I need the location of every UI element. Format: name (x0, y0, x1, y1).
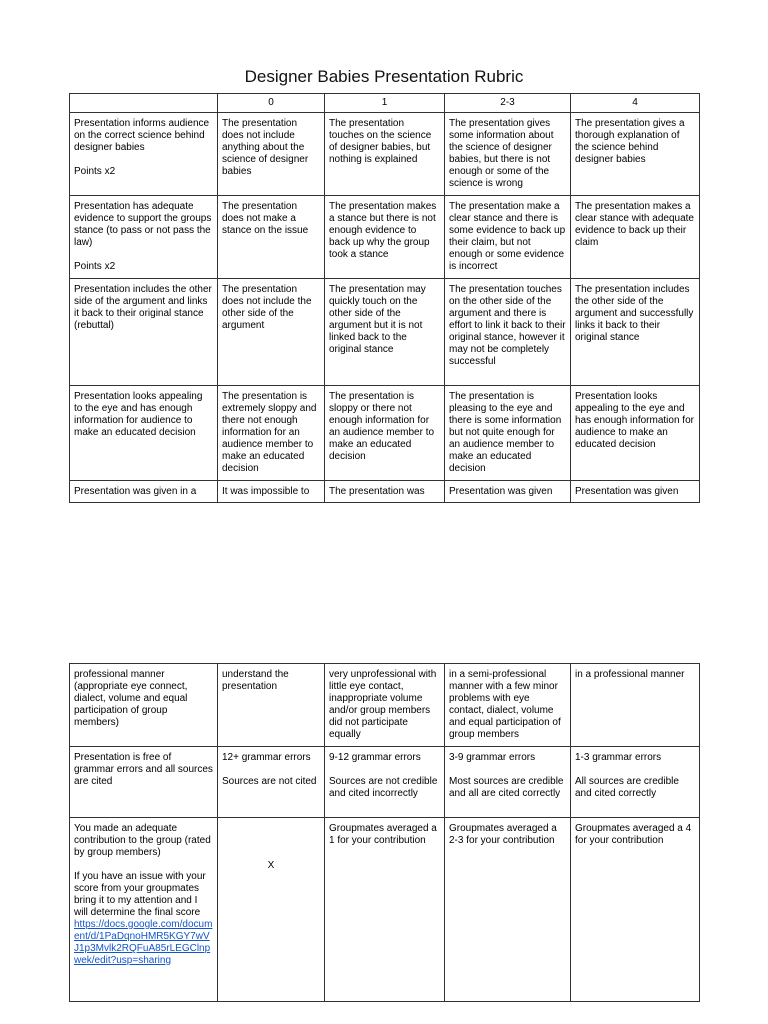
sources-text: Most sources are credible and all are cited correctly (449, 776, 564, 799)
criteria-text: Presentation informs audience on the correct science behind designer babies (74, 118, 210, 153)
score-4-cell: Groupmates averaged a 4 for your contribution (571, 818, 700, 1002)
score-4-cell: Presentation was given (571, 481, 700, 503)
criteria-cell: Presentation is free of grammar errors and all sources are cited (70, 747, 218, 818)
score-4-cell: The presentation gives a thorough explanation of the science behind designer babies (571, 113, 700, 196)
google-doc-link[interactable]: https://docs.google.com/document/d/1PaDqnoHMR5KGY7wVJ1p3Mvlk2RQFuA85rLEGClnpwek/edit?usp=sharing (74, 919, 213, 966)
header-cell-score-1: 1 (325, 94, 445, 113)
sources-text: All sources are credible and cited correctly (575, 776, 679, 799)
score-1-cell: The presentation was (325, 481, 445, 503)
table-row (70, 664, 700, 747)
score-1-cell: very unprofessional with little eye contact, inappropriate volume and/or group members did not participate equally (325, 664, 445, 747)
grammar-errors-text: 1-3 grammar errors (575, 752, 662, 763)
score-2-3-cell: Presentation was given (445, 481, 571, 503)
criteria-cell (70, 113, 218, 196)
criteria-cell (70, 818, 218, 1002)
sources-text: Sources are not cited (222, 776, 317, 787)
header-row (70, 94, 700, 113)
criteria-cell: professional manner (appropriate eye connect, dialect, volume and equal participation of group members) (70, 664, 218, 747)
score-0-cell: understand the presentation (218, 664, 325, 747)
score-1-cell: The presentation is sloppy or there not enough information for an audience member to make an educated decision (325, 386, 445, 481)
score-1-cell: The presentation makes a stance but there is not enough evidence to back up why the group took a stance (325, 196, 445, 279)
score-2-3-cell: The presentation make a clear stance and there is some evidence to back up their claim, but not enough or some evidence is incorrect (445, 196, 571, 279)
criteria-cell: Presentation includes the other side of the argument and links it back to their original stance (rebuttal) (70, 279, 218, 386)
score-0-cell: The presentation does not make a stance on the issue (218, 196, 325, 279)
table-row (70, 279, 700, 386)
score-0-cell (218, 747, 325, 818)
table-row (70, 196, 700, 279)
score-0-cell: The presentation does not include anything about the science of designer babies (218, 113, 325, 196)
score-0-cell: The presentation is extremely sloppy and there not enough information for an audience member to make an educated decision (218, 386, 325, 481)
score-2-3-cell: in a semi-professional manner with a few minor problems with eye contact, dialect, volume and equal participation of group members (445, 664, 571, 747)
header-cell-score-4: 4 (571, 94, 700, 113)
grammar-errors-text: 9-12 grammar errors (329, 752, 421, 763)
score-0-cell (218, 818, 325, 1002)
criteria-text: You made an adequate contribution to the group (rated by group members) (74, 823, 211, 858)
rubric-table-part-1 (69, 93, 700, 503)
score-4-cell (571, 747, 700, 818)
header-cell-score-0: 0 (218, 94, 325, 113)
score-2-3-cell: The presentation touches on the other side of the argument and there is effort to link it back to their original stance, however it may not be completely successful (445, 279, 571, 386)
score-4-cell: Presentation looks appealing to the eye and has enough information for audience to make an educated decision (571, 386, 700, 481)
points-multiplier: Points x2 (74, 261, 116, 272)
grammar-errors-text: 12+ grammar errors (222, 752, 311, 763)
sources-text: Sources are not credible and cited incorrectly (329, 776, 438, 799)
table-row (70, 481, 700, 503)
criteria-note: If you have an issue with your score from your groupmates bring it to my attention and I will determine the final score (74, 871, 206, 918)
criteria-cell: Presentation looks appealing to the eye and has enough information for audience to make an educated decision (70, 386, 218, 481)
not-applicable-mark: X (267, 860, 275, 871)
criteria-cell: Presentation was given in a (70, 481, 218, 503)
table-row (70, 747, 700, 818)
score-1-cell: The presentation may quickly touch on the other side of the argument but it is not linked back to the original stance (325, 279, 445, 386)
score-1-cell (325, 747, 445, 818)
criteria-text: Presentation has adequate evidence to support the groups stance (to pass or not pass the law) (74, 201, 212, 248)
header-cell-criteria (70, 94, 218, 113)
document-title: Designer Babies Presentation Rubric (244, 67, 524, 86)
score-2-3-cell: Groupmates averaged a 2-3 for your contribution (445, 818, 571, 1002)
score-2-3-cell: The presentation gives some information about the science of designer babies, but there is not enough or some of the science is wrong (445, 113, 571, 196)
grammar-errors-text: 3-9 grammar errors (449, 752, 536, 763)
rubric-table-part-2 (69, 663, 700, 1002)
header-cell-score-2-3: 2-3 (445, 94, 571, 113)
score-0-cell: It was impossible to (218, 481, 325, 503)
score-1-cell: The presentation touches on the science of designer babies, but nothing is explained (325, 113, 445, 196)
score-2-3-cell: The presentation is pleasing to the eye and there is some information but not quite enough for an audience member to make an educated decision (445, 386, 571, 481)
points-multiplier: Points x2 (74, 166, 116, 177)
score-0-cell: The presentation does not include the other side of the argument (218, 279, 325, 386)
score-4-cell: in a professional manner (571, 664, 700, 747)
table-row (70, 386, 700, 481)
table-row (70, 818, 700, 1002)
score-4-cell: The presentation includes the other side of the argument and successfully links it back to their original stance (571, 279, 700, 386)
criteria-cell (70, 196, 218, 279)
score-4-cell: The presentation makes a clear stance with adequate evidence to back up their claim (571, 196, 700, 279)
score-1-cell: Groupmates averaged a 1 for your contribution (325, 818, 445, 1002)
table-row (70, 113, 700, 196)
score-2-3-cell (445, 747, 571, 818)
